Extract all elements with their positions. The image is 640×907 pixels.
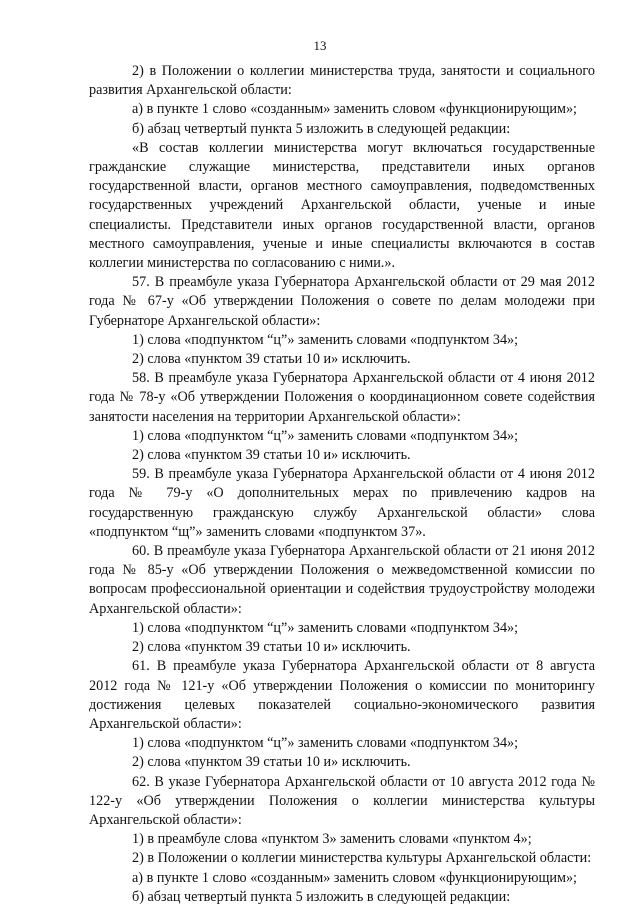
paragraph: 61. В преамбуле указа Губернатора Архангельской области от 8 августа 2012 года № 121-у «Об утверждении Положения о комиссии по мониторингу достижения целевых показателей социально-экономического развития Архангельской области»: <box>89 658 595 732</box>
paragraph: а) в пункте 1 слово «созданным» заменить словом «функционирующим»; <box>132 869 577 886</box>
paragraph: «В состав коллегии министерства могут включаться государственные гражданские служащие министерства, представители иных органов государственной власти, органов местного самоуправления, подведомственных государственных учреждений Архангельской области, ученые и иные специалисты. Представители иных органов государственной власти, органов местного самоуправления, ученые и иные специалисты включаются в состав коллегии министерства по согласованию с ними.». <box>89 139 595 272</box>
paragraph: 59. В преамбуле указа Губернатора Архангельской области от 4 июня 2012 года № 79-у «О дополнительных мерах по привлечению кадров на государственную гражданскую службу Архангельской области» слова «подпунктом “щ”» заменить словами «подпунктом 37». <box>89 466 595 540</box>
paragraph: 1) слова «подпунктом “ц”» заменить словами «подпунктом 34»; <box>132 619 519 636</box>
paragraph: 2) слова «пунктом 39 статьи 10 и» исключить. <box>132 351 411 368</box>
paragraph: 2) слова «пунктом 39 статьи 10 и» исключить. <box>132 447 411 464</box>
paragraph: 60. В преамбуле указа Губернатора Архангельской области от 21 июня 2012 года № 85-у «Об утверждении Положения о межведомственной комиссии по вопросам профессиональной ориентации и содействия трудоустройству молодежи Архангельской области»: <box>89 543 595 617</box>
paragraph: 1) в преамбуле слова «пунктом 3» заменить словами «пунктом 4»; <box>132 831 532 848</box>
paragraph: б) абзац четвертый пункта 5 изложить в следующей редакции: <box>132 888 511 905</box>
paragraph: 2) в Положении о коллегии министерства культуры Архангельской области: <box>132 850 592 867</box>
paragraph: 1) слова «подпунктом “ц”» заменить словами «подпунктом 34»; <box>132 331 519 348</box>
paragraph: 58. В преамбуле указа Губернатора Архангельской области от 4 июня 2012 года № 78-у «Об утверждении Положения о координационном совете содействия занятости населения на территории Архангельской области»: <box>89 370 595 425</box>
paragraph: б) абзац четвертый пункта 5 изложить в следующей редакции: <box>132 120 511 137</box>
paragraph: 2) слова «пунктом 39 статьи 10 и» исключить. <box>132 754 411 771</box>
paragraph: 1) слова «подпунктом “ц”» заменить словами «подпунктом 34»; <box>132 427 519 444</box>
page-number: 13 <box>313 38 327 53</box>
paragraph: 57. В преамбуле указа Губернатора Архангельской области от 29 мая 2012 года № 67-у «Об утверждении Положения о совете по делам молодежи при Губернаторе Архангельской области»: <box>89 274 595 329</box>
paragraph: 1) слова «подпунктом “ц”» заменить словами «подпунктом 34»; <box>132 735 519 752</box>
document-body <box>89 62 595 907</box>
paragraph: а) в пункте 1 слово «созданным» заменить словом «функционирующим»; <box>132 101 577 118</box>
paragraph: 62. В указе Губернатора Архангельской области от 10 августа 2012 года № 122-у «Об утверждении Положения о коллегии министерства культуры Архангельской области»: <box>89 773 595 828</box>
paragraph: 2) слова «пунктом 39 статьи 10 и» исключить. <box>132 639 411 656</box>
paragraph: 2) в Положении о коллегии министерства труда, занятости и социального развития Архангельской области: <box>89 63 595 99</box>
